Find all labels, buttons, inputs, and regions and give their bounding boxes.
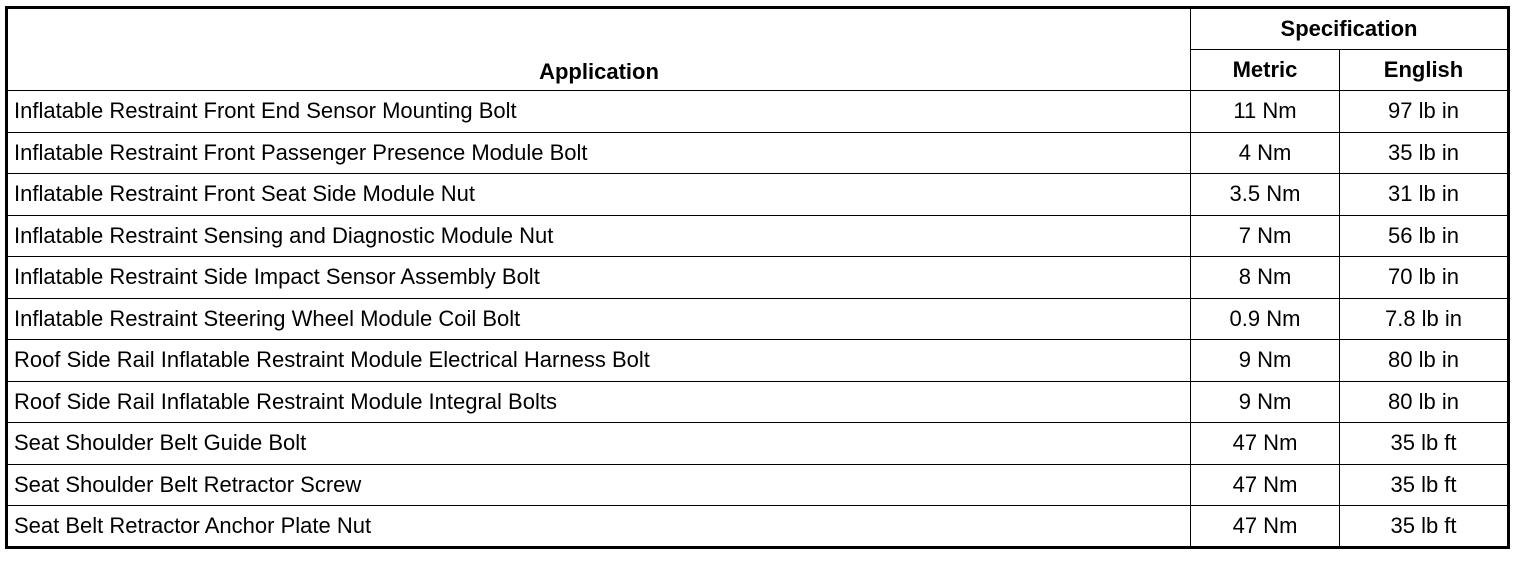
english-value-cell: 35 lb in <box>1340 132 1509 174</box>
table-row <box>7 174 1509 216</box>
metric-value-cell: 3.5 Nm <box>1191 174 1340 216</box>
metric-value-cell: 8 Nm <box>1191 257 1340 299</box>
application-cell: Inflatable Restraint Side Impact Sensor Assembly Bolt <box>7 257 1191 299</box>
application-cell: Seat Belt Retractor Anchor Plate Nut <box>7 506 1191 548</box>
english-value-cell: 31 lb in <box>1340 174 1509 216</box>
application-column-header: Application <box>7 8 1191 91</box>
english-value-cell: 70 lb in <box>1340 257 1509 299</box>
english-value-cell: 35 lb ft <box>1340 464 1509 506</box>
table-row <box>7 132 1509 174</box>
english-value-cell: 80 lb in <box>1340 381 1509 423</box>
application-cell: Inflatable Restraint Sensing and Diagnostic Module Nut <box>7 215 1191 257</box>
table-row <box>7 506 1509 548</box>
metric-value-cell: 4 Nm <box>1191 132 1340 174</box>
application-cell: Seat Shoulder Belt Retractor Screw <box>7 464 1191 506</box>
metric-value-cell: 47 Nm <box>1191 423 1340 465</box>
metric-value-cell: 11 Nm <box>1191 91 1340 133</box>
english-value-cell: 56 lb in <box>1340 215 1509 257</box>
metric-value-cell: 9 Nm <box>1191 340 1340 382</box>
application-cell: Inflatable Restraint Front Passenger Presence Module Bolt <box>7 132 1191 174</box>
application-cell: Inflatable Restraint Front Seat Side Module Nut <box>7 174 1191 216</box>
metric-value-cell: 9 Nm <box>1191 381 1340 423</box>
english-value-cell: 35 lb ft <box>1340 506 1509 548</box>
application-cell: Roof Side Rail Inflatable Restraint Module Electrical Harness Bolt <box>7 340 1191 382</box>
table-row <box>7 381 1509 423</box>
application-cell: Seat Shoulder Belt Guide Bolt <box>7 423 1191 465</box>
table-row <box>7 257 1509 299</box>
header-row-top <box>7 8 1509 50</box>
table-row <box>7 215 1509 257</box>
english-value-cell: 80 lb in <box>1340 340 1509 382</box>
table-row <box>7 423 1509 465</box>
english-column-header: English <box>1340 49 1509 91</box>
english-value-cell: 35 lb ft <box>1340 423 1509 465</box>
metric-value-cell: 7 Nm <box>1191 215 1340 257</box>
table-row <box>7 464 1509 506</box>
application-cell: Inflatable Restraint Front End Sensor Mounting Bolt <box>7 91 1191 133</box>
table-row <box>7 91 1509 133</box>
metric-value-cell: 0.9 Nm <box>1191 298 1340 340</box>
english-value-cell: 97 lb in <box>1340 91 1509 133</box>
application-cell: Roof Side Rail Inflatable Restraint Module Integral Bolts <box>7 381 1191 423</box>
metric-column-header: Metric <box>1191 49 1340 91</box>
metric-value-cell: 47 Nm <box>1191 464 1340 506</box>
table-row <box>7 298 1509 340</box>
english-value-cell: 7.8 lb in <box>1340 298 1509 340</box>
specification-column-header: Specification <box>1191 8 1509 50</box>
fastener-specification-table <box>5 6 1510 549</box>
table-body <box>7 91 1509 548</box>
metric-value-cell: 47 Nm <box>1191 506 1340 548</box>
table-row <box>7 340 1509 382</box>
application-cell: Inflatable Restraint Steering Wheel Module Coil Bolt <box>7 298 1191 340</box>
